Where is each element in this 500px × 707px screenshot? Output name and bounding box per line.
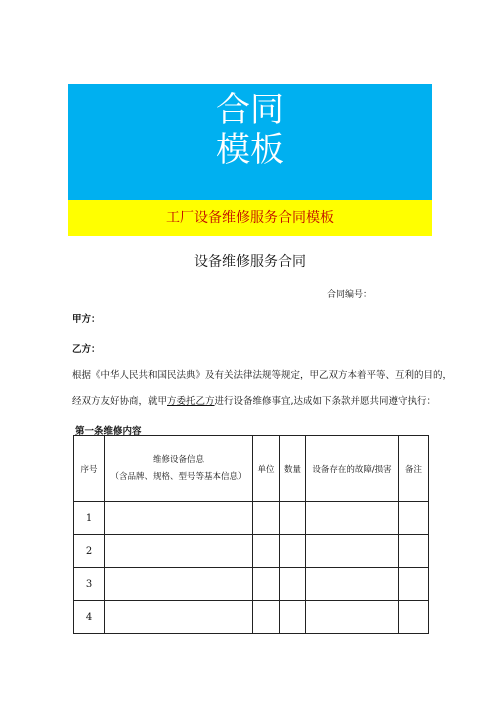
cell-equipment-info (105, 535, 253, 568)
intro-line2-prefix: 经双方友好协商，就甲 (72, 396, 168, 407)
intro-line2-underlined: 方委托乙方 (167, 396, 215, 407)
cell-remark (399, 535, 429, 568)
cell-equipment-info (105, 502, 253, 535)
cell-remark (399, 568, 429, 601)
cell-equipment-info (105, 568, 253, 601)
repair-table (73, 435, 429, 634)
header-fault: 设备存在的故障/损害 (306, 436, 399, 502)
banner-title-line2: 模板 (216, 130, 284, 170)
cell-fault (306, 535, 399, 568)
row-number: 3 (74, 568, 105, 601)
document-title: 设备维修服务合同 (194, 254, 306, 270)
header-equipment-info (105, 436, 253, 502)
cell-unit (253, 535, 280, 568)
section-title: 第一条维修内容 (75, 426, 142, 437)
header-info-line2: （含品牌、规格、型号等基本信息） (110, 471, 247, 482)
cell-unit (253, 601, 280, 634)
cell-fault (306, 568, 399, 601)
cell-remark (399, 601, 429, 634)
banner-title-line1: 合同 (216, 90, 284, 130)
header-remark: 备注 (399, 436, 429, 502)
intro-paragraph-line1: 根据《中华人民共和国民法典》及有关法律法规等规定，甲乙双方本着平等、互利的目的， (72, 370, 453, 381)
row-number: 4 (74, 601, 105, 634)
cell-qty (280, 535, 306, 568)
row-number: 1 (74, 502, 105, 535)
party-b-label: 乙方： (72, 344, 101, 355)
table-row (74, 502, 429, 535)
contract-number-label: 合同编号： (327, 290, 373, 300)
cell-qty (280, 568, 306, 601)
cell-fault (306, 502, 399, 535)
cell-unit (253, 568, 280, 601)
cell-remark (399, 502, 429, 535)
party-a-label: 甲方： (72, 314, 101, 325)
header-qty: 数量 (280, 436, 306, 502)
cell-fault (306, 601, 399, 634)
cell-qty (280, 601, 306, 634)
table-row (74, 535, 429, 568)
header-unit: 单位 (253, 436, 280, 502)
cell-equipment-info (105, 601, 253, 634)
header-seq: 序号 (74, 436, 105, 502)
intro-paragraph-line2 (72, 393, 436, 407)
table-row (74, 601, 429, 634)
header-info-line1: 维修设备信息 (152, 454, 204, 465)
intro-line2-suffix: 进行设备维修事宜,达成如下条款并愿共同遵守执行： (214, 396, 437, 407)
table-header-row (74, 436, 429, 502)
banner-subtitle: 工厂设备维修服务合同模板 (166, 210, 334, 226)
cell-unit (253, 502, 280, 535)
cell-qty (280, 502, 306, 535)
table-row (74, 568, 429, 601)
banner-header (68, 84, 432, 200)
row-number: 2 (74, 535, 105, 568)
banner-subtitle-bar (68, 200, 432, 236)
